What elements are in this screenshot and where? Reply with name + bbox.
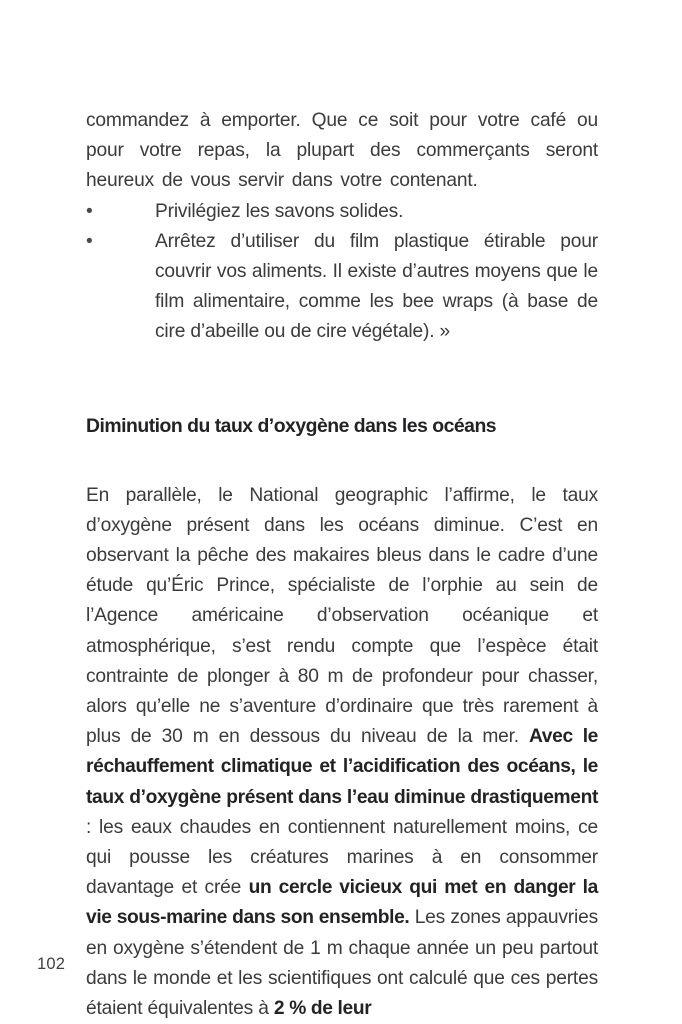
page-number: 102 (37, 955, 66, 973)
run-regular-3: Les zones appauvries en oxygène s’étendent de 1 m chaque année un peu partout dans le monde et les scientifiques ont calculé que ces pertes étaient équivalentes à (86, 907, 599, 1020)
list-item (86, 227, 598, 348)
bullet-icon: • (86, 200, 93, 222)
list-item (86, 197, 598, 227)
bullet-icon: • (86, 230, 93, 252)
run-regular-1: En parallèle, le National geographic l’affirme, le taux d’oxygène présent dans les océans diminue. C’est en observant la pêche des makaires bleus dans le cadre d’une étude qu’Éric Prince, spécialiste de l’orphie au sein de l’Agence américaine d’observation océanique et atmosphérique, s’est rendu compte que l’espèce était contrainte de plonger à 80 m de profondeur pour chasser, alors qu’elle ne s’aventure d’ordinaire que très rarement à plus de 30 m en dessous du niveau de la mer. (86, 484, 598, 748)
run-bold-2: un cercle vicieux qui met en danger la vie sous-marine dans son ensemble. (86, 877, 598, 929)
spacer (86, 441, 598, 481)
bullet-list (86, 197, 598, 348)
spacer (86, 348, 598, 411)
section-heading: Diminution du taux d’oxygène dans les océans (86, 414, 497, 437)
paragraph-continuation: commandez à emporter. Que ce soit pour votre café ou pour votre repas, la plupart des commerçants seront heureux de vous servir dans votre contenant. (86, 110, 598, 192)
page-content (86, 106, 598, 1024)
run-bold-3: 2 % de leur (273, 998, 372, 1020)
run-bold-1: Avec le réchauffement climatique et l’acidification des océans, le taux d’oxygène présent dans l’eau diminue drastiquement (86, 726, 598, 808)
list-item-label: Privilégiez les savons solides. (155, 200, 404, 222)
run-regular-2: : les eaux chaudes en contiennent naturellement moins, ce qui pousse les créatures marines à en consommer davantage et crée (86, 816, 598, 899)
list-item-label: Arrêtez d’utiliser du film plastique étirable pour couvrir vos aliments. Il existe d’autres moyens que le film alimentaire, comme les bee wraps (à base de cire d’abeille ou de cire végétale). » (155, 230, 598, 343)
main-paragraph (86, 481, 598, 1024)
